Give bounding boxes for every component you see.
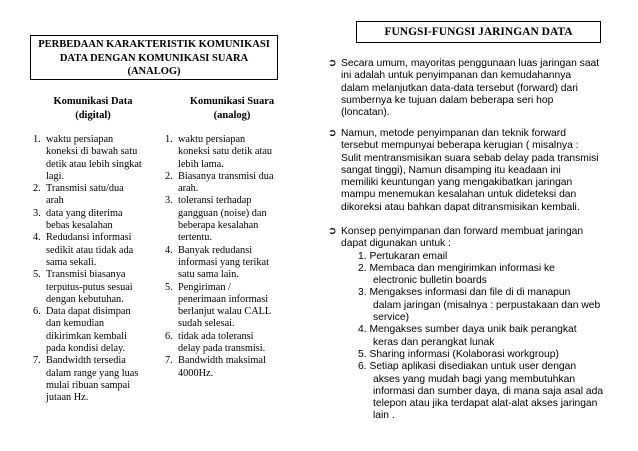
list-item <box>165 134 290 171</box>
list-item <box>33 306 161 355</box>
item-line: terputus-putus sesuai <box>46 281 133 293</box>
item-line: bebas kesalahan <box>46 220 113 232</box>
paragraph-line: sangat tinggi), Namun disamping itu keadaan ini <box>341 164 561 176</box>
heading-line: Komunikasi Suara <box>189 96 275 107</box>
list-item <box>33 232 161 269</box>
arrow-bullet-icon: ➲ <box>328 128 337 139</box>
item-line: Bandwidth tersedia <box>46 355 126 367</box>
item-line: berlanjut walau CALL <box>178 306 272 318</box>
usage-line: akses yang mudah bagi yang membutuhkan <box>373 373 576 385</box>
item-line: koneksi di bawah satu <box>46 146 138 158</box>
item-line: dalam range yang luas <box>46 367 139 379</box>
item-number: 3. <box>165 195 173 207</box>
usage-line: service) <box>373 312 410 324</box>
paragraph-line: sumbernya ke tujuan dalam beberapa seri hop <box>341 94 554 106</box>
item-line: toleransi terhadap <box>178 195 252 207</box>
usage-line: keras dan perangkat lunak <box>373 336 495 348</box>
item-line: koneksi satu detik atau <box>178 146 273 158</box>
list-item <box>33 269 161 306</box>
usage-line: 4. Mengakses sumber daya unik baik perangkat <box>358 324 577 336</box>
item-line: arah <box>46 195 64 207</box>
item-line: Transmisi satu/dua <box>46 183 124 195</box>
paragraph-line: tersebut mempunyai beberapa kerugian ( misalnya : <box>341 140 579 152</box>
functions-title-box <box>356 21 601 43</box>
heading-line: Komunikasi Data <box>53 96 133 107</box>
paragraph-line: Namun, metode penyimpanan dan teknik forward <box>341 128 566 139</box>
paragraph-line: (loncatan). <box>341 107 390 119</box>
list-item <box>33 134 161 183</box>
item-line: tidak ada toleransi <box>178 330 254 342</box>
item-line: dan kemudian <box>46 318 105 330</box>
paragraph-concept <box>328 226 628 423</box>
usage-item <box>328 287 628 324</box>
analog-characteristics-list <box>165 134 290 380</box>
item-line: Banyak redudansi <box>178 244 253 256</box>
list-item <box>33 355 161 404</box>
paragraph-line: memiliki keuntungan yang mengakibatkan jaringan <box>341 177 573 189</box>
usage-line: 6. Setiap aplikasi disediakan untuk user dengan <box>358 361 577 373</box>
comparison-title-box <box>30 35 278 80</box>
paragraph-line: Secara umum, mayoritas penggunaan luas jaringan saat <box>341 58 600 69</box>
item-number: 5. <box>33 269 41 281</box>
usage-item <box>328 324 628 349</box>
functions-title: FUNGSI-FUNGSI JARINGAN DATA <box>384 26 573 38</box>
paragraph-line: dikoreksi atau bahkan dapat ditransmisikan kembali. <box>341 201 580 213</box>
paragraph-line: mampu menemukan kesalahan untuk dideteksi dan <box>341 189 577 201</box>
list-item <box>165 331 290 356</box>
item-number: 6. <box>33 306 41 318</box>
item-line: satu sama lain. <box>178 269 239 281</box>
item-line: jutaan Hz. <box>46 392 89 404</box>
digital-characteristics-list <box>33 134 161 405</box>
list-item <box>33 183 161 208</box>
paragraph-line: Konsep penyimpanan dan forward membuat jaringan <box>341 226 584 237</box>
item-number: 6. <box>165 330 173 342</box>
item-line: dikirimkan kembali <box>46 330 127 342</box>
item-line: Bandwidth maksimal <box>178 355 266 367</box>
usage-line: telepon atau jika terdapat alat-alat akses jaringan <box>373 398 598 410</box>
item-number: 2. <box>165 170 173 182</box>
item-line: data yang diterima <box>46 207 123 219</box>
item-number: 4. <box>33 232 41 244</box>
item-line: delay pada transmisi. <box>178 343 266 355</box>
usage-line: electronic bulletin boards <box>373 275 487 287</box>
item-line: sudah selesai. <box>178 318 235 330</box>
usage-item <box>328 251 628 263</box>
usage-line: 2. Membaca dan mengirimkan informasi ke <box>358 262 555 274</box>
item-line: Redudansi informasi <box>46 232 132 244</box>
arrow-bullet-icon: ➲ <box>328 58 337 69</box>
list-item <box>165 282 290 331</box>
heading-line: (analog) <box>213 110 251 121</box>
item-line: dengan kebutuhan. <box>46 293 124 305</box>
paragraph-general-use <box>328 58 628 119</box>
paragraph-line: Sulit mentransmisikan suara sebab delay pada transmisi <box>341 152 599 164</box>
list-item <box>165 171 290 196</box>
item-number: 1. <box>165 134 173 145</box>
item-number: 7. <box>165 355 173 367</box>
list-item <box>33 208 161 233</box>
usage-line: lain . <box>373 410 395 422</box>
item-line: penerimaan informasi <box>178 293 269 305</box>
analog-column-heading <box>172 95 292 123</box>
paragraph-line: ini adalah untuk penyimpanan dan kemudahannya <box>341 70 572 82</box>
item-line: pada kondisi delay. <box>46 343 126 355</box>
arrow-bullet-icon: ➲ <box>328 226 337 237</box>
item-line: 4000Hz. <box>178 367 214 379</box>
item-number: 1. <box>33 134 41 145</box>
item-number: 4. <box>165 244 173 256</box>
usage-item <box>328 349 628 361</box>
usage-line: dalam jaringan (misalnya : perpustakaan dan web <box>373 299 601 311</box>
comparison-title-line: (ANALOG) <box>127 66 181 77</box>
item-line: Transmisi biasanya <box>46 269 126 281</box>
item-line: lebih lama. <box>178 158 224 170</box>
heading-line: (digital) <box>75 110 111 121</box>
item-line: Pengiriman / <box>178 281 231 293</box>
item-line: informasi yang terikat <box>178 256 269 268</box>
list-item <box>165 355 290 380</box>
item-line: Biasanya transmisi dua <box>178 170 274 182</box>
comparison-title-line: DATA DENGAN KOMUNIKASI SUARA <box>59 52 249 64</box>
item-line: sedikit atau tidak ada <box>46 244 134 256</box>
item-line: detik atau lebih singkat <box>46 158 142 170</box>
paragraph-drawbacks <box>328 128 628 214</box>
usage-line: informasi dan sumber daya, di mana saja asal ada <box>373 385 604 397</box>
item-line: beberapa kesalahan <box>178 220 259 232</box>
item-line: arah. <box>178 183 199 195</box>
item-number: 2. <box>33 183 41 195</box>
item-line: Data dapat disimpan <box>46 306 131 318</box>
item-number: 5. <box>165 281 173 293</box>
item-number: 7. <box>33 355 41 367</box>
item-line: mulai ribuan sampai <box>46 379 131 391</box>
comparison-title-line: PERBEDAAN KARAKTERISTIK KOMUNIKASI <box>38 39 270 50</box>
usage-line: 1. Pertukaran email <box>358 250 448 262</box>
item-line: tertentu. <box>178 232 213 244</box>
usage-item <box>328 361 628 422</box>
item-line: lagi. <box>46 170 65 182</box>
usage-list <box>328 251 628 423</box>
item-line: sama sekali. <box>46 256 97 268</box>
usage-line: 5. Sharing informasi (Kolaborasi workgroup) <box>358 348 559 360</box>
digital-column-heading <box>33 95 153 123</box>
list-item <box>165 195 290 244</box>
paragraph-line: dapat digunakan untuk : <box>341 238 451 250</box>
item-number: 3. <box>33 207 41 219</box>
usage-item <box>328 263 628 288</box>
list-item <box>165 245 290 282</box>
item-line: waktu persiapan <box>46 134 114 145</box>
item-line: gangguan (noise) dan <box>178 207 267 219</box>
item-line: waktu persiapan <box>178 134 246 145</box>
paragraph-line: dalam melanjutkan data-data tersebut (forward) dari <box>341 82 578 94</box>
usage-line: 3. Mengakses informasi dan file di di manapun <box>358 287 571 299</box>
